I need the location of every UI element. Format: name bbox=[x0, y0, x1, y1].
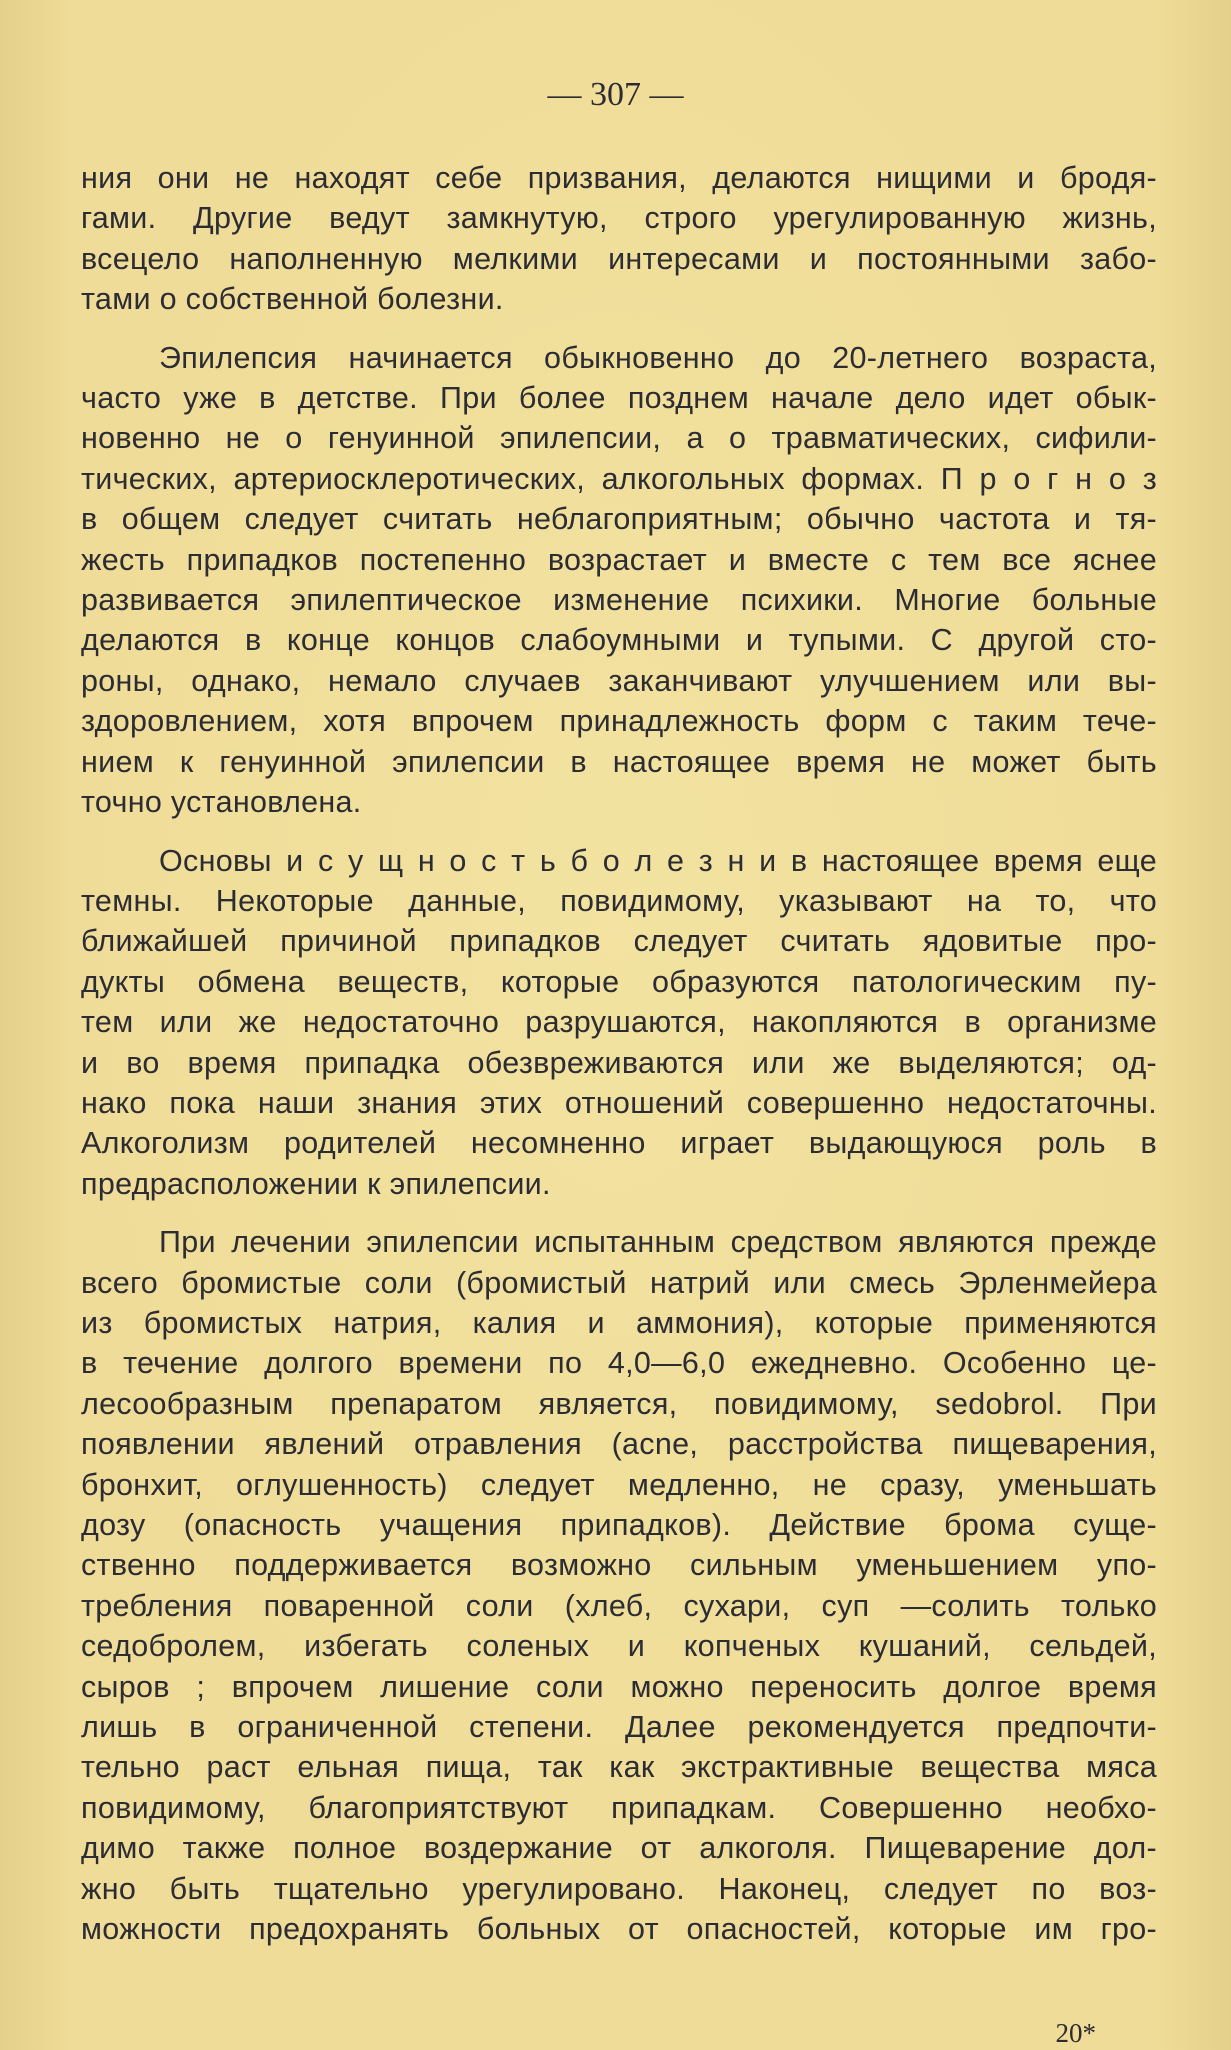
text-line: сыров ; впрочем лишение соли можно переносить долгое время bbox=[81, 1669, 1157, 1704]
text-line: всего бромистые соли (бромистый натрий или смесь Эрленмейера bbox=[81, 1265, 1157, 1300]
text-line: димо также полное воздержание от алкоголя. Пищеварение дол- bbox=[81, 1831, 1157, 1866]
text-line: лесообразным препаратом является, повидимому, sedobrol. При bbox=[81, 1386, 1157, 1421]
text-line: дукты обмена веществ, которые образуются патологическим пу- bbox=[81, 964, 1157, 999]
text-line: роны, однако, немало случаев заканчивают улучшением или вы- bbox=[81, 663, 1157, 698]
text-line: в общем следует считать неблагоприятным; обычно частота и тя- bbox=[81, 502, 1157, 537]
text-line: ственно поддерживается возможно сильным уменьшением упо- bbox=[81, 1548, 1157, 1583]
text-line: из бромистых натрия, калия и аммония), которые применяются bbox=[81, 1305, 1157, 1340]
body-text bbox=[81, 158, 1157, 1949]
paragraph-2 bbox=[81, 338, 1157, 823]
text-line: можности предохранять больных от опасностей, которые им гро- bbox=[81, 1912, 1157, 1947]
signature-mark: 20* bbox=[1055, 2018, 1096, 2048]
text-line: Алкоголизм родителей несомненно играет выдающуюся роль в bbox=[81, 1126, 1157, 1161]
text-line: темны. Некоторые данные, повидимому, указывают на то, что bbox=[81, 883, 1157, 918]
page-number: — 307 — bbox=[547, 76, 684, 113]
text-line: здоровлением, хотя впрочем принадлежность форм с таким тече- bbox=[81, 704, 1157, 739]
paragraph-1 bbox=[81, 158, 1157, 320]
text-line: и во время припадка обезвреживаются или же выделяются; од- bbox=[81, 1045, 1157, 1080]
text-line: нием к генуинной эпилепсии в настоящее время не может быть bbox=[81, 744, 1157, 779]
text-line: тельно раст ельная пища, так как экстрактивные вещества мяса bbox=[81, 1750, 1157, 1785]
text-line: часто уже в детстве. При более позднем начале дело идет обык- bbox=[81, 381, 1157, 416]
text-line: Эпилепсия начинается обыкновенно до 20-летнего возраста, bbox=[159, 340, 1157, 375]
text-line: бронхит, оглушенность) следует медленно, не сразу, уменьшать bbox=[81, 1467, 1157, 1502]
text-line: дозу (опасность учащения припадков). Действие брома суще- bbox=[81, 1508, 1157, 1542]
text-line: тем или же недостаточно разрушаются, накопляются в организме bbox=[81, 1005, 1157, 1040]
text-line: всецело наполненную мелкими интересами и постоянными забо- bbox=[81, 241, 1157, 276]
text-line: предрасположении к эпилепсии. bbox=[81, 1166, 551, 1201]
text-line: ближайшей причиной припадков следует считать ядовитые про- bbox=[81, 924, 1157, 959]
text-line: точно установлена. bbox=[81, 785, 362, 820]
text-line: жесть припадков постепенно возрастает и вместе с тем все яснее bbox=[81, 542, 1157, 577]
text-line: жно быть тщательно урегулировано. Наконец, следует по воз- bbox=[81, 1871, 1157, 1906]
paragraph-4 bbox=[81, 1222, 1157, 1949]
text-line: делаются в конце концов слабоумными и тупыми. С другой сто- bbox=[81, 623, 1157, 658]
text-line: в течение долгого времени по 4,0—6,0 ежедневно. Особенно це- bbox=[81, 1346, 1157, 1381]
text-line: ния они не находят себе призвания, делаются нищими и бродя- bbox=[81, 161, 1157, 195]
text-line: повидимому, благоприятствуют припадкам. Совершенно необхо- bbox=[81, 1790, 1157, 1825]
text-line: лишь в ограниченной степени. Далее рекомендуется предпочти- bbox=[81, 1710, 1157, 1745]
text-line: требления поваренной соли (хлеб, сухари, суп —солить только bbox=[81, 1588, 1157, 1623]
text-line: тами о собственной болезни. bbox=[81, 282, 504, 317]
text-line: новенно не о генуинной эпилепсии, а о травматических, сифили- bbox=[81, 421, 1157, 456]
text-line: Основы и с у щ н о с т ь б о л е з н и в настоящее время еще bbox=[159, 843, 1157, 878]
text-line: развивается эпилептическое изменение психики. Многие больные bbox=[81, 583, 1157, 618]
text-line: тических, артериосклеротических, алкогольных формах. П р о г н о з bbox=[81, 461, 1157, 496]
paragraph-3 bbox=[81, 841, 1157, 1205]
text-line: нако пока наши знания этих отношений совершенно недостаточны. bbox=[81, 1085, 1157, 1120]
text-line: седобролем, избегать соленых и копченых кушаний, сельдей, bbox=[81, 1629, 1157, 1664]
text-line: При лечении эпилепсии испытанным средством являются прежде bbox=[159, 1225, 1157, 1260]
text-line: появлении явлений отравления (acne, расстройства пищеварения, bbox=[81, 1427, 1157, 1462]
text-line: гами. Другие ведут замкнутую, строго урегулированную жизнь, bbox=[81, 201, 1157, 236]
